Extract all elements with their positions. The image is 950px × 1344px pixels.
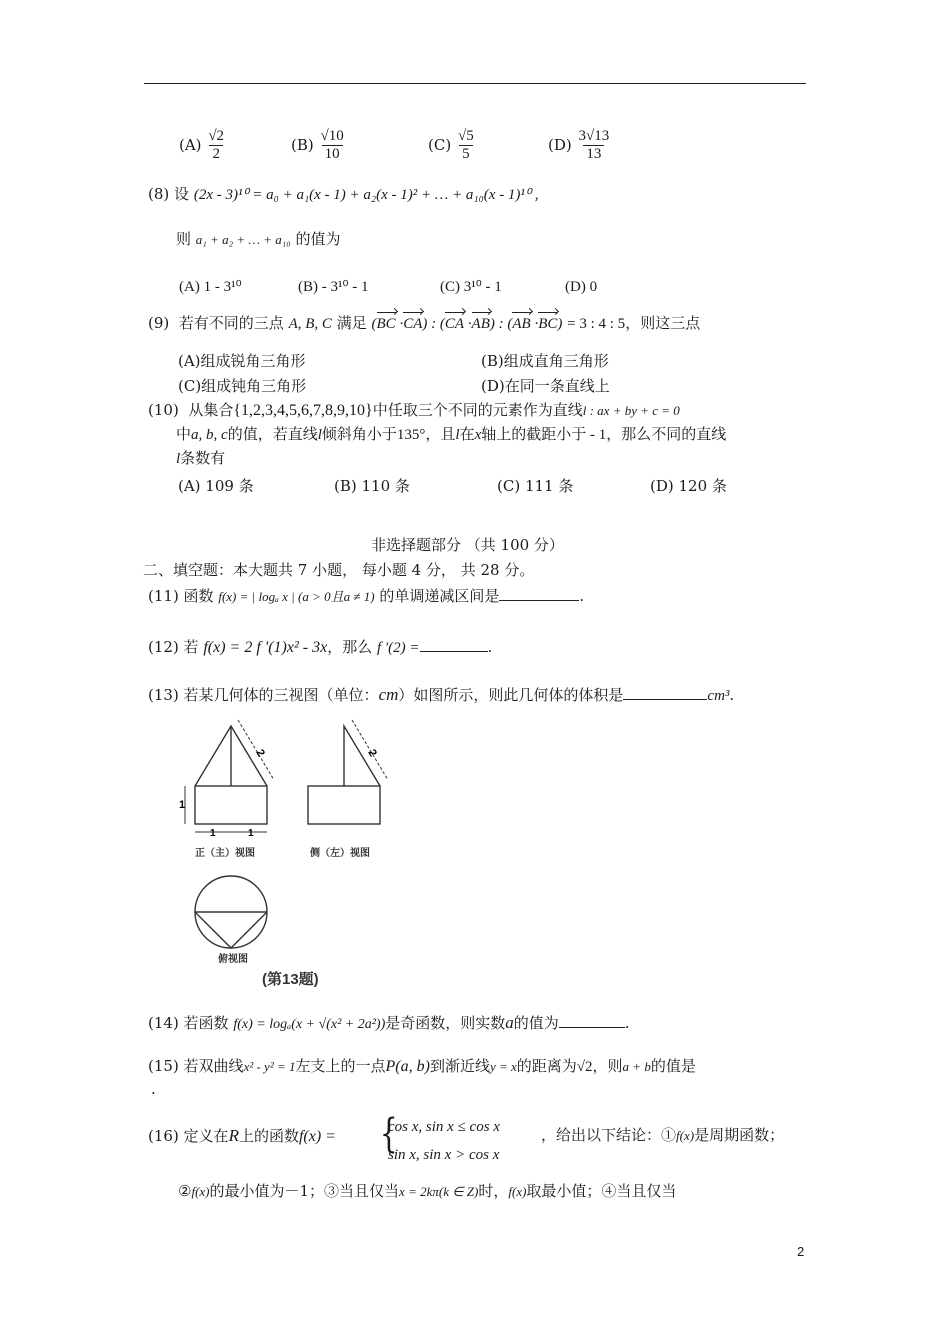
- q11: (11) 函数 f(x) = | logₐ x | (a > 0且a ≠ 1) 的单调递减区间是 .: [148, 587, 585, 605]
- q14-answer-blank[interactable]: [559, 1013, 625, 1028]
- q10-stem-3: l条数有: [176, 449, 226, 467]
- q10-stem-1: (10) 从集合{1,2,3,4,5,6,7,8,9,10}中任取三个不同的元素作为直线l : ax + by + c = 0: [148, 401, 680, 419]
- q7-option-b: (B) $\frac{√10}{10}$: [291, 128, 344, 163]
- q10-option-c: (C) 111 条: [497, 477, 574, 495]
- q10-stem-2: 中a, b, c的值，若直线l倾斜角小于135°，且l在x轴上的截距小于 - 1，那么不同的直线: [176, 425, 727, 443]
- q8-stem: (8) 设 (2x - 3)¹⁰ = a₀ + a₁(x - 1) + a₂(x - 1)² + … + a₁₀(x - 1)¹⁰ ,: [148, 185, 539, 203]
- q9-option-b: (B)组成直角三角形: [481, 352, 609, 370]
- q9-option-c: (C)组成钝角三角形: [178, 377, 307, 395]
- q15: (15) 若双曲线x² - y² = 1左支上的一点P(a, b)到渐近线y = x的距离为√2，则a + b的值是: [148, 1057, 696, 1075]
- top-view-label: 俯视图: [218, 954, 248, 965]
- q7-option-a: (A) $\frac{√2}{2}$: [179, 128, 225, 163]
- q8-option-d: (D) 0: [565, 279, 598, 295]
- header-rule: [144, 83, 806, 84]
- q13-answer-blank[interactable]: [623, 685, 707, 700]
- q7-option-c: (C) $\frac{√5}{5}$: [428, 128, 474, 163]
- q13: (13) 若某几何体的三视图（单位：cm）如图所示，则此几何体的体积是 cm³.: [148, 685, 735, 704]
- q9-option-d: (D)在同一条直线上: [481, 377, 610, 395]
- dim-front-2: 2: [253, 747, 267, 759]
- q14: (14) 若函数 f(x) = logₐ(x + √(x² + 2a²))是奇函数，则实数a的值为 .: [148, 1013, 630, 1032]
- q12-answer-blank[interactable]: [420, 637, 488, 652]
- q15-end-dot: .: [151, 1080, 156, 1098]
- figure-caption: (第13题): [262, 971, 319, 988]
- q8-option-b: (B) - 3¹⁰ - 1: [298, 279, 369, 295]
- dim-front-bottom-1b: 1: [248, 828, 254, 839]
- q8-option-c: (C) 3¹⁰ - 1: [440, 279, 502, 295]
- page-number: 2: [797, 1244, 805, 1259]
- q10-option-b: (B) 110 条: [334, 477, 410, 495]
- three-view-figure: [178, 714, 388, 994]
- q9-option-a: (A)组成锐角三角形: [178, 352, 306, 370]
- side-view: [308, 726, 380, 824]
- q16-stem-tail: ，给出以下结论：①f(x)是周期函数；: [541, 1126, 785, 1144]
- section-title: 非选择题部分 （共 100 分）: [371, 536, 564, 554]
- q10-option-a: (A) 109 条: [178, 477, 254, 495]
- q10-option-d: (D) 120 条: [650, 477, 727, 495]
- dim-front-1: 1: [179, 799, 186, 811]
- section-heading: 二、填空题：本大题共 7 小题， 每小题 4 分， 共 28 分。: [143, 561, 535, 579]
- side-view-label: 侧（左）视图: [310, 848, 370, 859]
- q8-option-a: (A) 1 - 3¹⁰: [179, 279, 242, 295]
- dim-side-2: 2: [365, 747, 379, 759]
- front-view: [195, 726, 267, 824]
- q9-stem: (9) 若有不同的三点 A, B, C 满足 (BC ·CA) : (CA ·AB) : (AB ·BC) = 3 : 4 : 5，则这三点: [148, 314, 701, 332]
- dim-front-bottom-1a: 1: [210, 828, 216, 839]
- q16-brace: {: [379, 1111, 398, 1157]
- q16-case-1: cos x, sin x ≤ cos x: [388, 1119, 500, 1135]
- q11-answer-blank[interactable]: [499, 586, 579, 601]
- q12: (12) 若 f(x) = 2 f '(1)x² - 3x，那么 f '(2) = .: [148, 638, 493, 656]
- q8-stem-2: 则 a₁ + a₂ + … + a₁₀ 的值为: [176, 230, 341, 248]
- q16-stem: (16) 定义在R上的函数f(x) =: [148, 1126, 336, 1145]
- q16-line-2: ②f(x)的最小值为－1；③当且仅当x = 2kπ(k ∈ Z)时，f(x)取最小值；④当且仅当: [178, 1182, 677, 1200]
- q7-option-d: (D) $\frac{3√13}{13}$: [548, 128, 610, 163]
- q16-case-2: sin x, sin x > cos x: [388, 1147, 500, 1163]
- front-view-label: 正（主）视图: [195, 848, 255, 859]
- top-view: [195, 876, 267, 948]
